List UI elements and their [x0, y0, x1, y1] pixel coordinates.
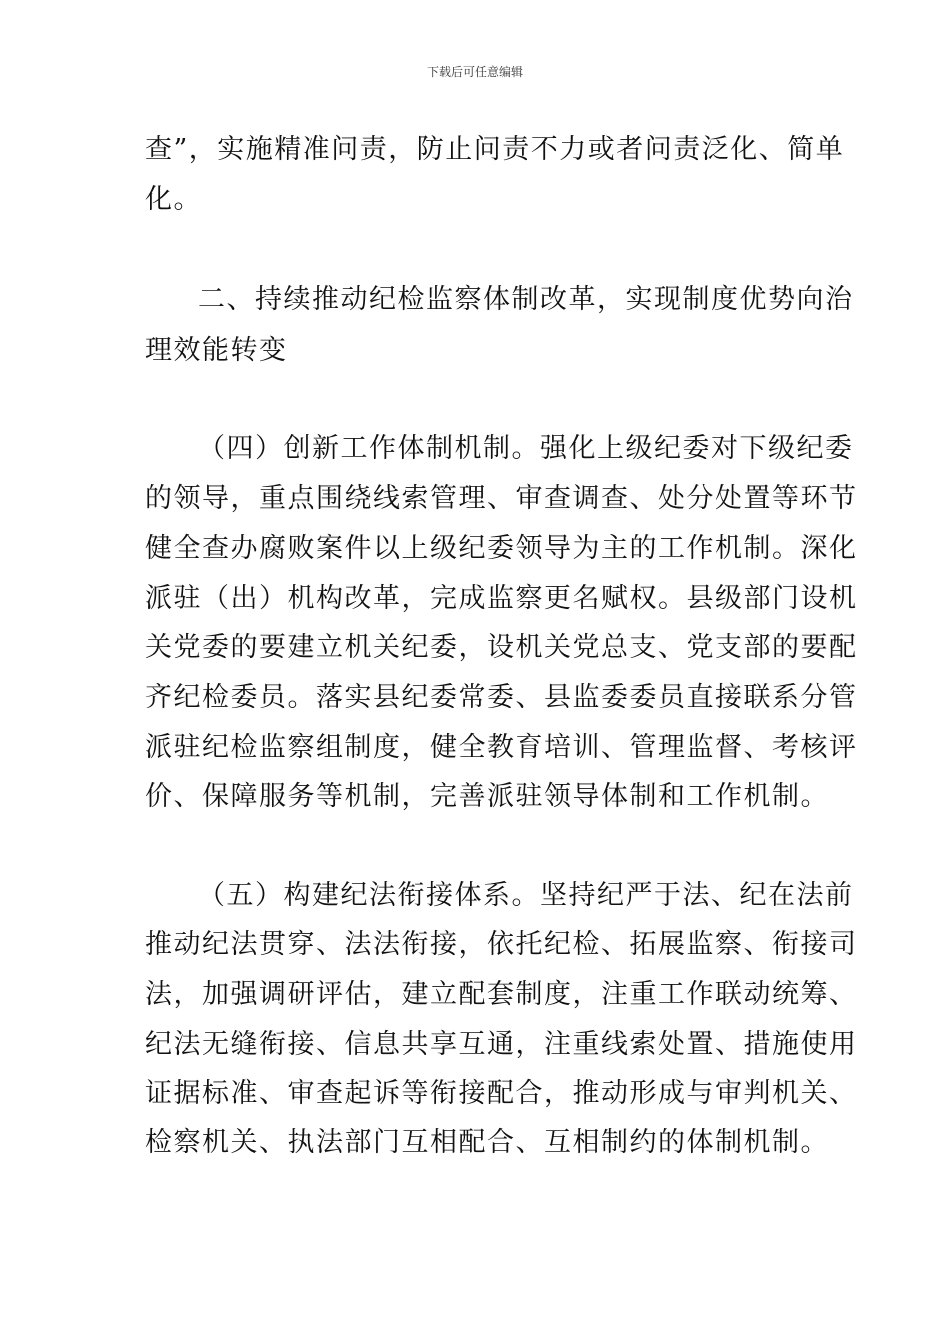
paragraph-line: 化。 — [145, 184, 202, 215]
paragraph-line: 法，加强调研评估，建立配套制度，注重工作联动统筹、 — [145, 979, 858, 1010]
paragraph-line: 价、保障服务等机制，完善派驻领导体制和工作机制。 — [145, 781, 829, 812]
paragraph-line: 关党委的要建立机关纪委，设机关党总支、党支部的要配 — [145, 632, 858, 663]
paragraph-line: （五）构建纪法衔接体系。坚持纪严于法、纪在法前 — [198, 880, 854, 911]
paragraph-line: 齐纪检委员。落实县纪委常委、县监委委员直接联系分管 — [145, 682, 858, 713]
paragraph-line: 证据标准、审查起诉等衔接配合，推动形成与审判机关、 — [145, 1078, 858, 1109]
paragraph-line: 纪法无缝衔接、信息共享互通，注重线索处置、措施使用 — [145, 1029, 858, 1060]
paragraph-line: 查”，实施精准问责，防止问责不力或者问责泛化、简单 — [145, 134, 845, 165]
paragraph-line: 的领导，重点围绕线索管理、审查调查、处分处置等环节 — [145, 483, 858, 514]
paragraph-line: 推动纪法贯穿、法法衔接，依托纪检、拓展监察、衔接司 — [145, 929, 858, 960]
paragraph-line: 检察机关、执法部门互相配合、互相制约的体制机制。 — [145, 1127, 829, 1158]
paragraph-line: 健全查办腐败案件以上级纪委领导为主的工作机制。深化 — [145, 533, 858, 564]
paragraph-line: 派驻纪检监察组制度，健全教育培训、管理监督、考核评 — [145, 732, 858, 763]
section-heading-line: 理效能转变 — [145, 335, 288, 366]
section-heading-line: 二、持续推动纪检监察体制改革，实现制度优势向治 — [198, 284, 854, 315]
paragraph-line: 派驻（出）机构改革，完成监察更名赋权。县级部门设机 — [145, 583, 858, 614]
header-note: 下载后可任意编辑 — [426, 65, 523, 79]
paragraph-line: （四）创新工作体制机制。强化上级纪委对下级纪委 — [198, 433, 854, 464]
